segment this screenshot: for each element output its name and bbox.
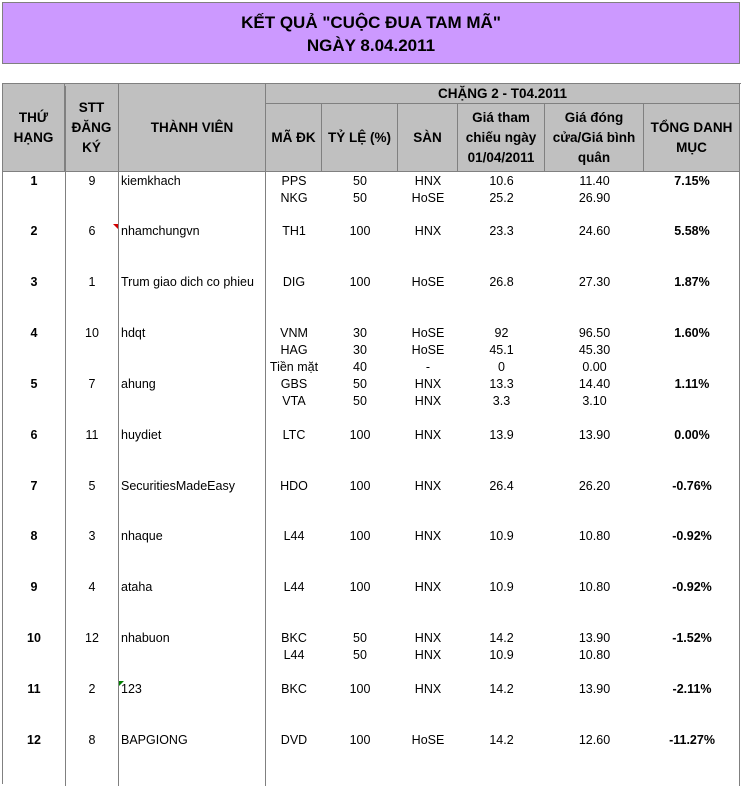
holding-close-cell: 13.90 [578, 682, 611, 696]
holding-close-cell: 13.90 [578, 631, 611, 645]
holding-ratio-cell: 100 [349, 224, 371, 238]
holding-exchange-cell: HNX [414, 648, 442, 662]
header-ref-price: Giá tham chiếu ngày 01/04/2011 [458, 104, 545, 172]
holding-close-cell: 12.60 [578, 733, 611, 747]
holding-code-cell: PPS [281, 174, 307, 188]
holding-close-cell: 10.80 [578, 648, 611, 662]
member-name-cell: Trum giao dich co phieu [121, 275, 254, 289]
rank-cell: 11 [27, 682, 41, 696]
holding-ref-cell: 45.1 [489, 343, 514, 357]
holding-exchange-cell: HNX [414, 631, 442, 645]
member-name-cell: nhabuon [121, 631, 170, 645]
reg-no-cell: 1 [88, 275, 96, 289]
holding-ratio-cell: 100 [349, 428, 371, 442]
header-rank: THỨ HẠNG [3, 84, 65, 172]
holding-ratio-cell: 40 [353, 360, 367, 374]
rank-cell: 5 [30, 377, 38, 391]
reg-no-cell: 6 [88, 224, 96, 238]
holding-ratio-cell: 100 [349, 529, 371, 543]
total-cell: -11.27% [669, 733, 715, 747]
holding-exchange-cell: HNX [414, 682, 442, 696]
rank-cell: 12 [27, 733, 41, 747]
holding-ratio-cell: 50 [353, 377, 367, 391]
holding-ref-cell: 92 [494, 326, 509, 340]
holding-close-cell: 10.80 [578, 529, 611, 543]
member-name-cell: kiemkhach [121, 174, 181, 188]
holding-ref-cell: 13.9 [489, 428, 514, 442]
holding-ratio-cell: 100 [349, 682, 371, 696]
reg-no-cell: 5 [88, 479, 96, 493]
header-code: MÃ ĐK [266, 104, 322, 172]
holding-exchange-cell: HNX [414, 377, 442, 391]
holding-ratio-cell: 50 [353, 648, 367, 662]
holding-exchange-cell: HoSE [411, 326, 445, 340]
header-total: TỔNG DANH MỤC [644, 104, 740, 172]
total-cell: -2.11% [672, 682, 712, 696]
holding-ref-cell: 23.3 [489, 224, 514, 238]
total-cell: 1.87% [674, 275, 710, 289]
holding-close-cell: 26.90 [578, 191, 611, 205]
holding-exchange-cell: HNX [414, 479, 442, 493]
holding-code-cell: TH1 [282, 224, 306, 238]
holding-code-cell: GBS [280, 377, 308, 391]
reg-no-cell: 11 [85, 428, 99, 442]
comment-indicator-icon [113, 224, 118, 229]
header-stage: CHẶNG 2 - T04.2011 [266, 84, 740, 104]
holding-close-cell: 96.50 [578, 326, 611, 340]
holding-ref-cell: 10.9 [489, 529, 514, 543]
member-name-cell: BAPGIONG [121, 733, 188, 747]
holding-ref-cell: 14.2 [489, 631, 514, 645]
rank-cell: 3 [30, 275, 38, 289]
holding-code-cell: Tiền mặt [269, 360, 319, 374]
reg-no-cell: 9 [88, 174, 96, 188]
holding-close-cell: 11.40 [579, 174, 610, 188]
rank-cell: 8 [30, 529, 38, 543]
reg-no-cell: 7 [88, 377, 96, 391]
holding-ref-cell: 0 [498, 360, 505, 374]
holding-exchange-cell: HNX [414, 428, 442, 442]
holding-ref-cell: 14.2 [489, 682, 514, 696]
rank-cell: 6 [30, 428, 38, 442]
holding-exchange-cell: HoSE [411, 343, 445, 357]
total-cell: -0.76% [672, 479, 712, 493]
holding-ratio-cell: 50 [353, 174, 367, 188]
holding-exchange-cell: HNX [414, 224, 442, 238]
rank-cell: 9 [30, 580, 38, 594]
holding-close-cell: 0.00 [582, 360, 607, 374]
holding-code-cell: L44 [283, 580, 305, 594]
reg-no-cell: 12 [85, 631, 99, 645]
title-line-1: KẾT QUẢ "CUỘC ĐUA TAM MÃ" [241, 13, 501, 32]
member-name-cell: ahung [121, 377, 156, 391]
holding-ref-cell: 13.3 [489, 377, 514, 391]
total-cell: 1.60% [674, 326, 710, 340]
report-title [2, 2, 740, 64]
header-exchange: SÀN [398, 104, 458, 172]
rank-cell: 2 [30, 224, 38, 238]
holding-code-cell: LTC [282, 428, 306, 442]
holding-ref-cell: 26.4 [489, 479, 514, 493]
header-ratio: TỶ LỆ (%) [322, 104, 398, 172]
holding-code-cell: HDO [280, 479, 308, 493]
holding-exchange-cell: HNX [414, 174, 442, 188]
holding-exchange-cell: HoSE [411, 733, 445, 747]
reg-no-cell: 10 [85, 326, 99, 340]
holding-ref-cell: 10.6 [489, 174, 514, 188]
holding-exchange-cell: HNX [414, 394, 442, 408]
holding-exchange-cell: HNX [414, 529, 442, 543]
member-name-cell: ataha [121, 580, 153, 594]
holding-code-cell: VNM [280, 326, 308, 340]
member-name-cell: SecuritiesMadeEasy [121, 479, 235, 493]
total-cell: 5.58% [674, 224, 710, 238]
total-cell: -0.92% [672, 580, 712, 594]
member-name-cell: huydiet [121, 428, 162, 442]
holding-close-cell: 26.20 [578, 479, 611, 493]
holding-code-cell: DVD [280, 733, 308, 747]
total-cell: 1.11% [674, 377, 710, 391]
member-name-cell: hdqt [121, 326, 146, 340]
holding-ratio-cell: 100 [349, 733, 371, 747]
holding-code-cell: NKG [280, 191, 308, 205]
holding-ref-cell: 10.9 [489, 648, 514, 662]
reg-no-cell: 2 [88, 682, 96, 696]
header-reg-no: STT ĐĂNG KÝ [65, 84, 119, 172]
holding-ratio-cell: 50 [353, 191, 367, 205]
holding-code-cell: DIG [282, 275, 306, 289]
total-cell: -1.52% [672, 631, 712, 645]
holding-close-cell: 45.30 [578, 343, 611, 357]
holding-close-cell: 10.80 [578, 580, 611, 594]
holding-ratio-cell: 50 [353, 631, 367, 645]
header-close-price: Giá đóng cửa/Giá bình quân [545, 104, 644, 172]
holding-exchange-cell: HoSE [411, 275, 445, 289]
holding-exchange-cell: HNX [414, 580, 442, 594]
holding-exchange-cell: HoSE [411, 191, 445, 205]
holding-ref-cell: 14.2 [489, 733, 514, 747]
holding-close-cell: 13.90 [578, 428, 611, 442]
holding-code-cell: L44 [283, 648, 305, 662]
holding-code-cell: L44 [283, 529, 305, 543]
header-member: THÀNH VIÊN [119, 84, 266, 172]
holding-code-cell: HAG [280, 343, 308, 357]
error-indicator-icon [119, 681, 124, 686]
rank-cell: 4 [30, 326, 38, 340]
holding-ratio-cell: 30 [353, 343, 367, 357]
member-name-cell: nhamchungvn [121, 224, 200, 238]
holding-code-cell: BKC [281, 682, 307, 696]
rank-cell: 7 [30, 479, 38, 493]
holding-close-cell: 27.30 [578, 275, 611, 289]
total-cell: -0.92% [672, 529, 712, 543]
holding-ref-cell: 3.3 [492, 394, 511, 408]
title-line-2: NGÀY 8.04.2011 [306, 36, 436, 55]
holding-ratio-cell: 30 [353, 326, 367, 340]
rank-cell: 10 [27, 631, 41, 645]
rank-cell: 1 [30, 174, 38, 188]
holding-close-cell: 14.40 [578, 377, 611, 391]
holding-ratio-cell: 100 [349, 580, 371, 594]
reg-no-cell: 3 [88, 529, 96, 543]
holding-exchange-cell: - [425, 360, 431, 374]
member-name-cell: 123 [121, 682, 142, 696]
holding-ref-cell: 10.9 [489, 580, 514, 594]
holding-ratio-cell: 100 [349, 479, 371, 493]
reg-no-cell: 4 [88, 580, 96, 594]
holding-close-cell: 3.10 [582, 394, 607, 408]
member-name-cell: nhaque [121, 529, 163, 543]
holding-ratio-cell: 50 [353, 394, 367, 408]
holding-close-cell: 24.60 [578, 224, 611, 238]
total-cell: 0.00% [674, 428, 710, 442]
holding-code-cell: BKC [281, 631, 307, 645]
holding-ratio-cell: 100 [349, 275, 371, 289]
holding-code-cell: VTA [282, 394, 306, 408]
total-cell: 7.15% [674, 174, 710, 188]
reg-no-cell: 8 [88, 733, 96, 747]
holding-ref-cell: 25.2 [489, 191, 514, 205]
holding-ref-cell: 26.8 [489, 275, 514, 289]
